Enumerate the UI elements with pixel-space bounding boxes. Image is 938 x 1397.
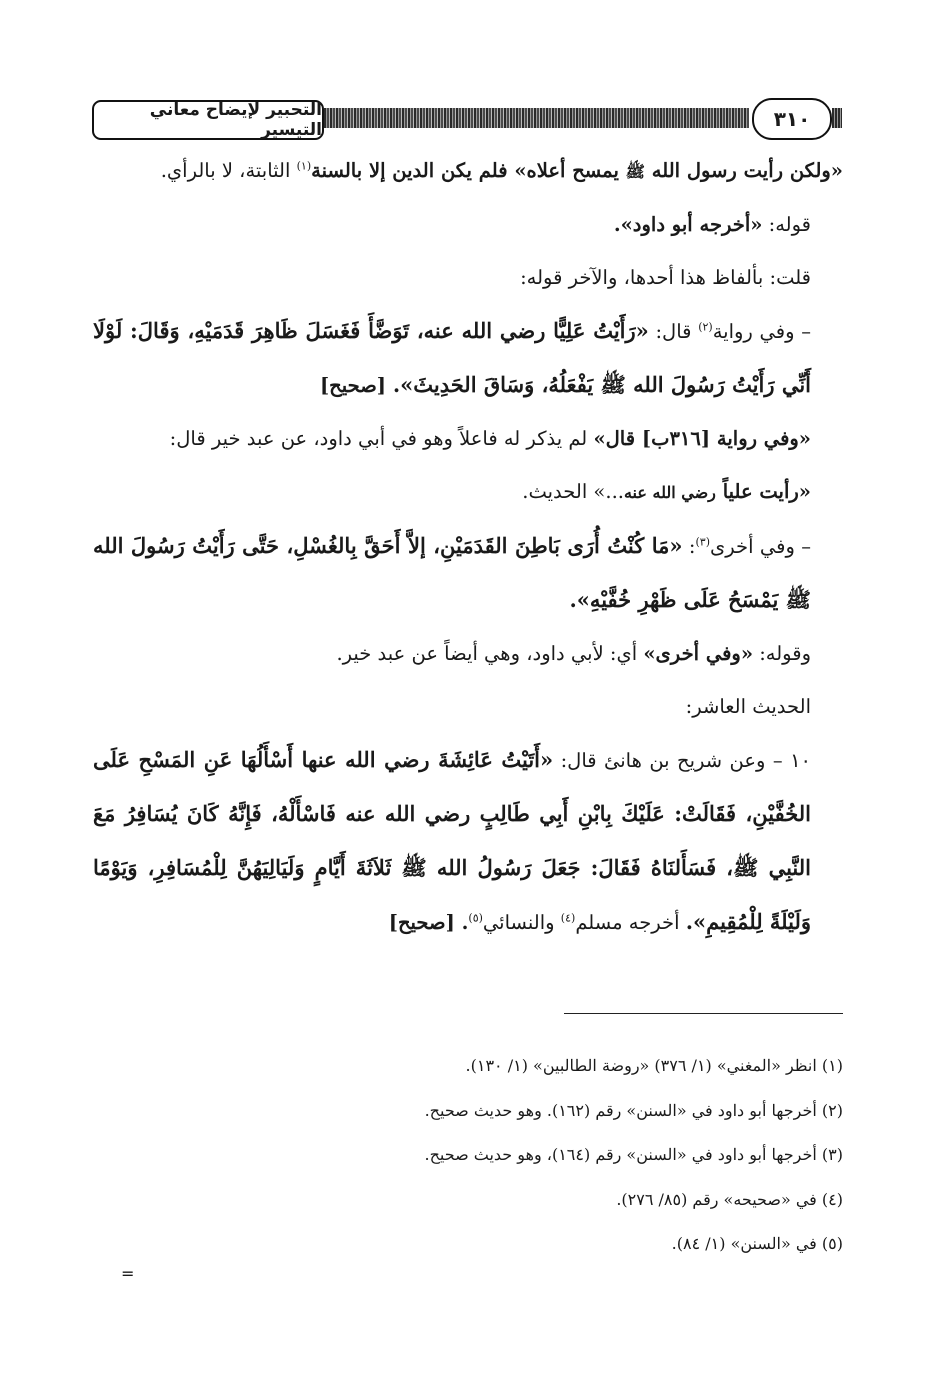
text: «رأيت علياً <box>715 480 811 503</box>
text: الثابتة، لا بالرأي. <box>160 159 297 182</box>
text: ١٠ – وعن شريح بن هانئ قال: <box>553 749 812 772</box>
paragraph-8 <box>93 627 843 680</box>
hadith-text: «أَتَيْتُ عَائِشَةَ رضي الله عنها أَسْأَلُهَا عَنِ المَسْحِ عَلَى الخُفَّيْنِ، فَقَالَتْ: عَلَيْكَ بِابْنِ أَبِي طَالِبٍ رضي الله عنه فَاسْأَلْهُ، فَإِنَّهُ كَانَ يُسَافِرُ مَعَ النَّبِي ﷺ، فَسَأَلنَاهُ فَقَالَ: جَعَلَ رَسُولُ الله ﷺ ثَلاَثَةَ أَيَّامٍ وَلَيَالِيَهُنَّ لِلْمُسَافِرِ، وَيَوْمًا وَلَيْلَةً لِلْمُقِيمِ». <box>93 747 811 934</box>
footnote-2: (٢) أخرجها أبو داود في «السنن» رقم (١٦٢). وهو حديث صحيح. <box>424 1100 843 1120</box>
text: أخرجه مسلم <box>575 911 686 934</box>
footnote-separator <box>564 1013 843 1014</box>
text: : <box>682 535 696 558</box>
text: والنسائي <box>482 911 561 934</box>
text: قال: <box>648 320 699 343</box>
salutation-glyph: ﷺ <box>625 162 645 181</box>
text: – وفي أخرى <box>710 535 811 558</box>
paragraph-4 <box>93 304 843 412</box>
hadith-text: «مَا كُنْتُ أُرَى بَاطِنَ القَدَمَيْنِ، إلاَّ أَحَقَّ بِالغُسْلِ، حَتَّى رَأَيْتُ رَسُولَ الله ﷺ يَمْسَحُ عَلَى ظَهْرِ خُفَّيْهِ». <box>93 533 811 612</box>
paragraph-1 <box>93 144 843 198</box>
main-text <box>93 144 843 949</box>
text: «وفي رواية [٣١٦ب] قال» <box>593 427 811 450</box>
paragraph-6 <box>93 465 843 519</box>
paragraph-2 <box>93 198 843 251</box>
bottom-mark: = <box>121 1264 135 1283</box>
text: «أخرجه أبو داود». <box>613 213 763 236</box>
footnote-ref-1[interactable]: (١) <box>296 159 312 173</box>
paragraph-5 <box>93 412 843 465</box>
paragraph-3: قلت: بألفاظ هذا أحدها، والآخر قوله: <box>520 266 811 289</box>
footnote-ref-2[interactable]: (٢) <box>698 320 713 334</box>
grade-label: [صحيح] <box>319 374 393 397</box>
footnote-ref-5[interactable]: (٥) <box>468 911 483 925</box>
text: ...» الحديث. <box>522 480 624 503</box>
paragraph-10 <box>93 733 843 949</box>
footnote-4: (٤) في «صحيحه» رقم (٨٥/ ٢٧٦). <box>616 1189 843 1209</box>
text: قوله: <box>762 213 811 236</box>
section-heading: الحديث العاشر: <box>685 695 811 718</box>
salutation-glyph: رضي الله عنه <box>623 483 716 502</box>
text: وقوله: <box>753 642 811 665</box>
footnote-ref-3[interactable]: (٣) <box>695 535 710 549</box>
paragraph-7 <box>93 519 843 627</box>
header-ornament-end <box>832 108 842 128</box>
text: «وفي أخرى» <box>643 642 754 665</box>
page-header <box>88 96 843 144</box>
text: أي: لأبي داود، وهي أيضاً عن عبد خير. <box>336 642 644 665</box>
header-ornament-band <box>324 108 749 128</box>
grade-label: . [صحيح] <box>388 911 469 934</box>
text: لم يذكر له فاعلاً وهو في أبي داود، عن عبد خير قال: <box>169 427 594 450</box>
hadith-text: «رَأَيْتُ عَلِيًّا رضي الله عنه، تَوَضَّأَ فَغَسَلَ ظَاهِرَ قَدَمَيْهِ، وَقَالَ: لَوْلَا أَنِّي رَأَيْتُ رَسُولَ الله ﷺ يَفْعَلُهُ، وَسَاقَ الحَدِيثَ». <box>93 318 811 397</box>
text: «ولكن رأيت رسول الله <box>645 159 843 182</box>
running-title: التحبير لإيضاح معاني التيسير <box>92 100 324 140</box>
footnote-5: (٥) في «السنن» (١/ ٨٤). <box>671 1234 843 1253</box>
text: – وفي رواية <box>712 320 812 343</box>
footnotes <box>150 1044 843 1267</box>
footnote-1: (١) انظر «المغني» (١/ ٣٧٦) «روضة الطالبين» (١/ ١٣٠). <box>465 1056 843 1075</box>
page-number: ٣١٠ <box>752 98 832 140</box>
footnote-ref-4[interactable]: (٤) <box>560 911 576 925</box>
footnote-3: (٣) أخرجها أبو داود في «السنن» رقم (١٦٤)، وهو حديث صحيح. <box>424 1145 843 1164</box>
text: يمسح أعلاه» فلم يكن الدين إلا بالسنة <box>311 159 626 182</box>
